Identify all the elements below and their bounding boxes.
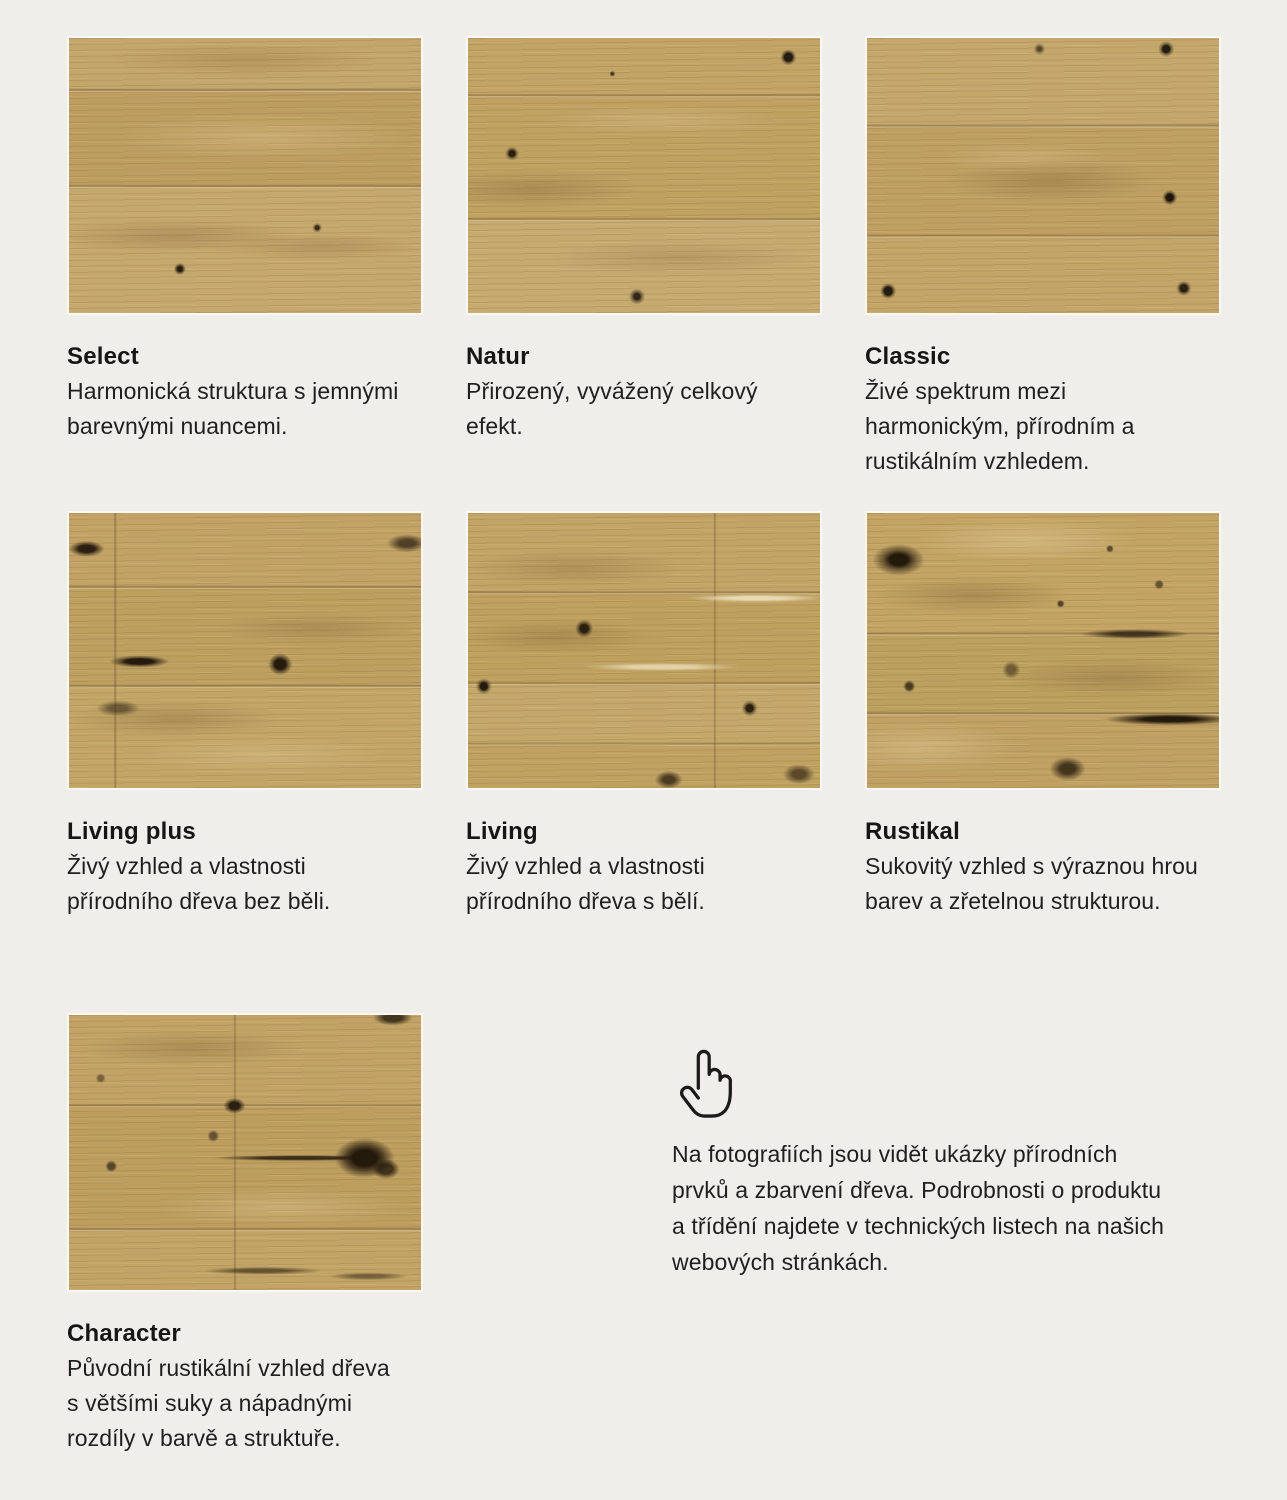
- grade-title: Living plus: [67, 818, 196, 845]
- photo-disclaimer-note: [672, 1042, 1177, 1280]
- grade-caption: [865, 814, 1205, 919]
- wood-sample-image-natur: [466, 36, 822, 315]
- grade-caption: [865, 339, 1205, 479]
- wood-sample-image-living-plus: [67, 511, 423, 790]
- grade-title: Select: [67, 343, 139, 370]
- grade-caption: [67, 1316, 407, 1456]
- grade-card-classic: [865, 36, 1225, 479]
- grade-title: Living: [466, 818, 538, 845]
- grade-card-character: [67, 1013, 427, 1456]
- grade-description: Živé spektrum mezi harmonickým, přírodním a rustikálním vzhledem.: [865, 378, 1135, 474]
- grade-description: Harmonická struktura s jemnými barevnými nuancemi.: [67, 378, 399, 439]
- wood-sample-image-living: [466, 511, 822, 790]
- wood-sample-image-classic: [865, 36, 1221, 315]
- grade-card-living: [466, 511, 826, 919]
- pointing-hand-icon: [674, 1042, 738, 1122]
- grade-description: Živý vzhled a vlastnosti přírodního dřeva bez běli.: [67, 853, 331, 914]
- grade-caption: [67, 814, 407, 919]
- grade-title: Classic: [865, 343, 951, 370]
- grade-card-rustikal: [865, 511, 1225, 919]
- wood-sample-image-select: [67, 36, 423, 315]
- grade-caption: [466, 339, 806, 444]
- wood-sample-image-character: [67, 1013, 423, 1292]
- grade-caption: [67, 339, 407, 444]
- grade-card-natur: [466, 36, 826, 444]
- grade-description: Sukovitý vzhled s výraznou hrou barev a zřetelnou strukturou.: [865, 853, 1198, 914]
- grade-caption: [466, 814, 806, 919]
- grade-title: Character: [67, 1320, 181, 1347]
- note-text: Na fotografiích jsou vidět ukázky přírodních prvků a zbarvení dřeva. Podrobnosti o produktu a třídění najdete v technických listech na našich webových stránkách.: [672, 1141, 1165, 1275]
- grade-card-select: [67, 36, 427, 444]
- grade-description: Živý vzhled a vlastnosti přírodního dřeva s bělí.: [466, 853, 705, 914]
- grade-title: Rustikal: [865, 818, 960, 845]
- wood-sample-image-rustikal: [865, 511, 1221, 790]
- grade-title: Natur: [466, 343, 530, 370]
- grade-card-living-plus: [67, 511, 427, 919]
- grade-description: Původní rustikální vzhled dřeva s většími suky a nápadnými rozdíly v barvě a struktuře.: [67, 1355, 390, 1451]
- grade-description: Přirozený, vyvážený celkový efekt.: [466, 378, 758, 439]
